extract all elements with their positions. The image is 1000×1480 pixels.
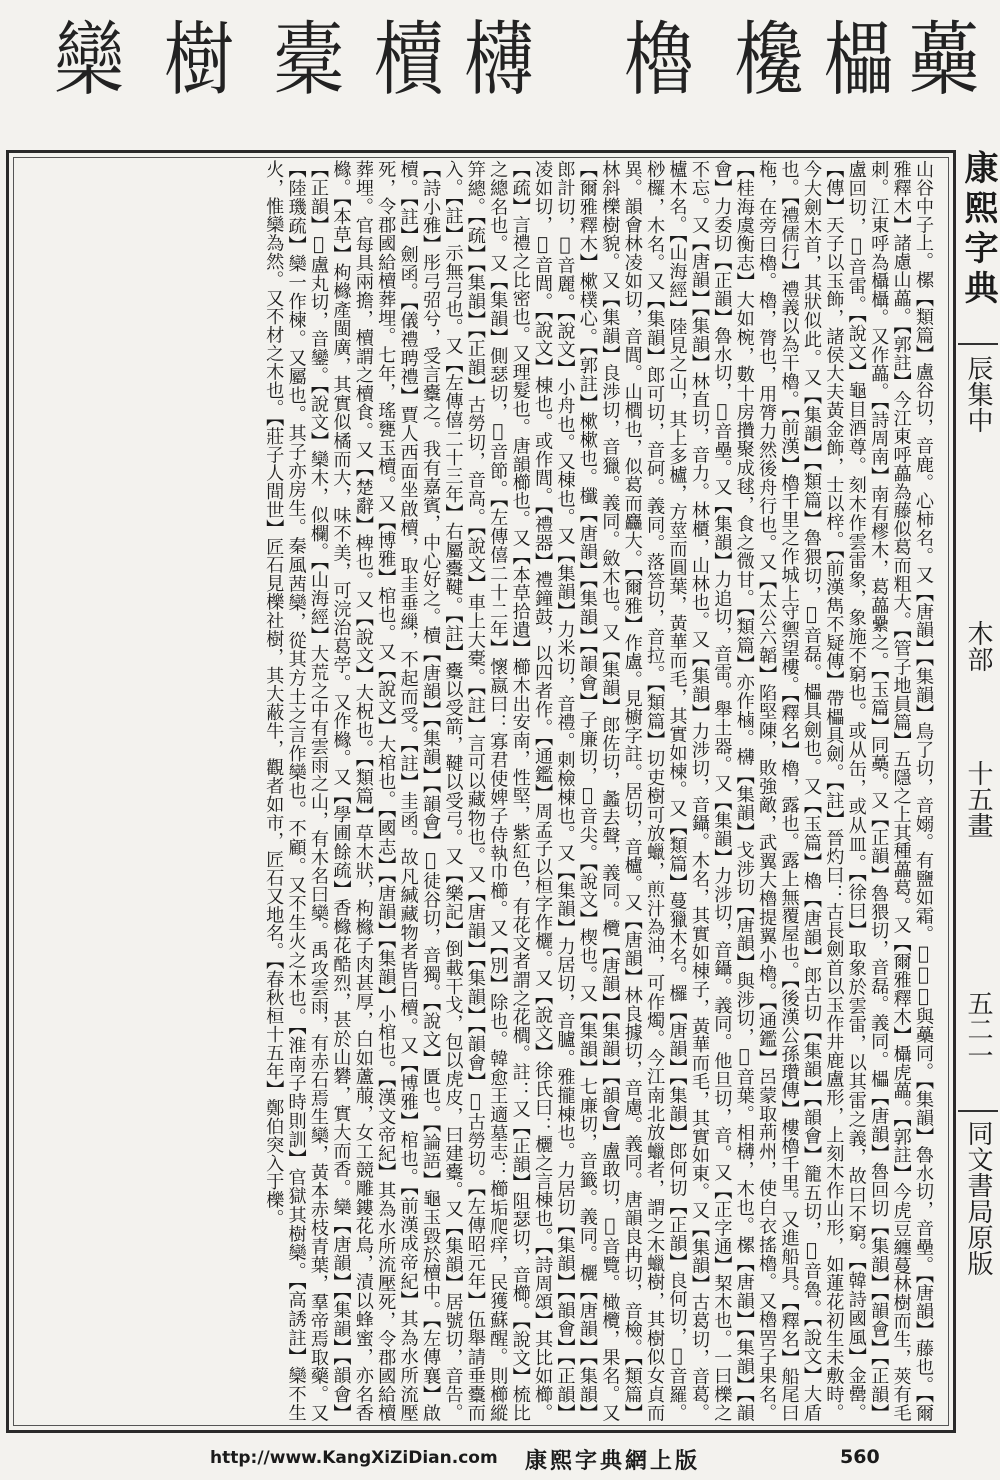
seal-char: 欃	[734, 12, 804, 108]
page-number: 560	[840, 1446, 880, 1468]
seal-char: 欒	[54, 12, 124, 108]
stroke-count-label: 十五畫	[963, 760, 993, 838]
seal-script-banner	[0, 0, 1000, 128]
seal-char: 櫝	[374, 12, 444, 108]
site-url[interactable]: http://www.KangXiZiDian.com	[210, 1448, 498, 1468]
seal-char: 蘽	[909, 12, 979, 108]
stroke-info	[958, 760, 998, 880]
site-name: 康熙字典網上版	[525, 1448, 701, 1474]
radical-label: 木部	[963, 620, 993, 672]
dictionary-body-text	[12, 160, 934, 1422]
seal-char: 櫓	[624, 12, 694, 108]
seal-char: 橐	[274, 12, 344, 108]
publisher-box	[958, 1120, 998, 1430]
page-number-cjk: 五二一	[963, 990, 993, 1068]
seal-char: 櫑	[824, 12, 894, 108]
header-rule	[958, 343, 998, 345]
seal-char: 樹	[164, 12, 234, 108]
page-footer	[0, 1440, 1000, 1480]
footer-rule	[958, 1110, 998, 1112]
section-info	[958, 355, 998, 655]
radical-info	[958, 620, 998, 720]
dictionary-entries: 山谷中子上。樏【類篇】盧谷切，音鹿。心柿名。又【唐韻】【集韻】鳥了切，音嫋。有鹽如霜。𣛙𣛙𣛙與蘽同。【集韻】魯水切，音壘。【唐韻】藤也。【爾雅釋木】諸慮山藟。【郭註】今江東呼藟為藤似葛而粗大。【管子地員篇】五隱之上其種藟葛。又【爾雅釋木】欇虎藟。【郭註】今虎豆纏蔓林樹而生，莢有毛刺。江東呼為欇欇。又作藟。【詩周南】南有樛木，葛藟纍之。【玉篇】同蘽。又【正韻】魯猥切，音磊。義同。櫑【唐韻】魯回切【集韻】【韻會】【正韻】盧回切，𠀤音雷。【說文】龜目酒尊。刻木作雲雷象，象施不窮也。或从缶，或从皿。【徐曰】取象於雲雷，以其雷之義，故曰不窮。【韓詩國風】金罍。【傳】天子以玉飾，諸侯大夫黃金飾，士以梓。【前漢雋不疑傳】帶櫑具劍。【註】晉灼曰：古長劍首以玉作井鹿盧形，上刻木作山形，如蓮花初生未敷時。今大劍木首，其狀似此。又【集韻】【類篇】魯猥切，𠀤音磊。櫑具劍也。又【玉篇】櫓【唐韻】郎古切【集韻】【韻會】籠五切，𠀤音魯。【說文】大盾也。【禮儒行】禮義以為干櫓。【前漢】櫓千里之作城上守禦望樓。【釋名】櫓，露也。露上無覆屋也。【後漢公孫瓚傳】樓櫓千里。又進船具。【釋名】船尾曰柂，在旁曰櫓。櫓，膂也，用膂力然後舟行也。又【太公六韜】陷堅陳，敗強敵，武翼大櫓提翼小櫓。【通鑑】呂蒙取荊州，使白衣搖櫓。又櫓罟子果名。【桂海虞衡志】大如椀，數十房攢聚成毬，食之微甘。【類篇】亦作樐。欂【集韻】戈涉切【唐韻】與涉切，𠀤音葉。相欂，木也。樏【唐韻】【集韻】【韻會】力委切【正韻】魯水切，𠀤音壘。又【集韻】力追切，音雷。舉土器。又【集韻】力涉切，音鑷。義同。他旦切，音。又【正字通】栔木也。一曰櫟之不忘。又【唐韻】【集韻】林直切，音力。林櫃，山林也。又【集韻】力涉切，音鑷。木名，其實如棟子，黃華而毛，其實如東。又【集韻】古葛切，音葛。櫨木名。【山海經】陸見之山，其上多櫨，方莖而圓葉，黃華而毛，其實如楝。又【類篇】蔓獵木名。欏【唐韻】【集韻】郎何切【正韻】良何切，𠀤音羅。桫欏，木名。又【集韻】郎可切，音砢。義同。落答切，音拉。【類篇】切吏樹可放蠟，煎汁為油，可作燭。今江南北放蠟者，謂之木蠟樹，其樹似女貞而異。韻會林凌如切，音閭。山櫚也，似葛而麤大。【爾雅】作盧。見櫥字註。居切，音櫨。又【唐韻】林良據切，音慮。義同。唐韻良冉切，音檢。【類篇】林斜櫟樹貌。又【集韻】良渉切，音獵。義同。斂木也。又【集韻】郎佐切，蠡去聲，義同。欖【唐韻】【集韻】【韻會】盧敢切，𠀤音覽。橄欖，果名。又【爾雅釋木】樕樸心。【郭註】樕樕也。櫼【唐韻】【集韻】【韻會】子廉切，𠀤音尖。【說文】楔也。又【集韻】七廉切，音籤。義同。欐【唐韻】【集韻】郎計切，𠀤音麗。【說文】小舟也。又棟也。又【集韻】力米切，音禮。刺檢棟也。又【集韻】力居切，音臚。雅攏棟也。力居切【集韻】【韻會】【正韻】凌如切，𠀤音閭。【說文】棟也。或作閭。【禮器】禮鐘鼓，以四者作。【通鑑】周孟子以桓字作欐。又【說文】徐氏曰：欐之言棟也。【詩周頌】其比如櫛。【疏】言禮之比密也。又理髮也。唐韻櫛也。又【本草拾遺】櫛木出安南，性堅，紫紅色，有花文者謂之花櫚。註：又【正韻】阻瑟切，音櫛。【說文】梳比之總名也。又【集韻】側瑟切，𠀤音節。【左傳僖二十二年】懷嬴曰：寡君使婢子侍執巾櫛。又【別】除也。韓愈王適墓志：櫛垢爬痒，民獲蘇醒。則櫛縱笄總。【疏】【集韻】【正韻】古勞切，音高。【說文】車上大橐。【註】言可以藏物也。又【唐韻】【集韻】【韻會】𠀤古勞切。【左傳昭元年】伍舉請垂櫜而入。【註】示無弓也。又【左傳僖二十三年】右屬櫜鞬。【註】櫜以受箭，鞬以受弓。又【樂記】倒載干戈，包以虎皮，曰建櫜。又【集韻】居號切，音告。【詩小雅】彤弓弨兮，受言櫜之。我有嘉賓，中心好之。櫝【唐韻】【集韻】【韻會】𠀤徒谷切，音獨。【說文】匱也。【論語】龜玉毀於櫝中。【左傳襄】啟櫝。【註】劍函。【儀禮聘禮】賈人西面坐啟櫝，取圭垂繅，不起而受。【註】圭函。故凡緘藏物者皆曰櫝。又【博雅】棺也。【前漢成帝紀】其為水所流壓死，令郡國給櫝葬埋。七年，瑤甕玉櫝。又【博雅】棺也。又【說文】大棺也。【國志】【唐韻】【集韻】小棺也。【漢文帝紀】其為水所流壓死，令郡國給櫝葬埋。官每具兩擔，櫝謂之櫝食。又【楚辭】椑也。又【說文】大柷也。【類篇】草木狀，枸櫞子肉甚厚，白如蘆菔，女工競雕鏤花鳥，漬以蜂蜜，亦名香櫞。【本草】枸櫞產閩廣，其實似橘而大，味不美，可浣治葛苧。又作櫞。又【學圃餘疏】香櫞花酷烈，甚於山礬，實大而香。欒【唐韻】【集韻】【韻會】【正韻】𠀤盧丸切，音鑾。【說文】欒木，似欄。【山海經】大荒之中有雲雨之山，有木名曰欒。禹攻雲雨，有赤石焉生欒，黃本赤枝青葉，羣帝焉取藥。又【陸璣疏】欒一作楝。又屬也。其子亦房生。秦風茜欒，從其方土之言作欒也。不顧。又不生火之木也。【淮南子時則訓】官獄其樹欒。【高誘註】欒不生火，惟欒為然。又不材之木也。【莊子人間世】匠石見櫟社樹，其大蔽牛，觀者如市，匠石又地名。【春秋桓十五年】鄭伯突入于櫟。	[263, 160, 934, 1422]
seal-char: 欂	[464, 12, 534, 108]
collection-label: 辰集中	[963, 355, 993, 433]
book-title: 康熙字典	[958, 150, 998, 310]
publisher-label: 同文書局原版	[963, 1120, 993, 1276]
page-number-cjk-box	[958, 990, 998, 1090]
